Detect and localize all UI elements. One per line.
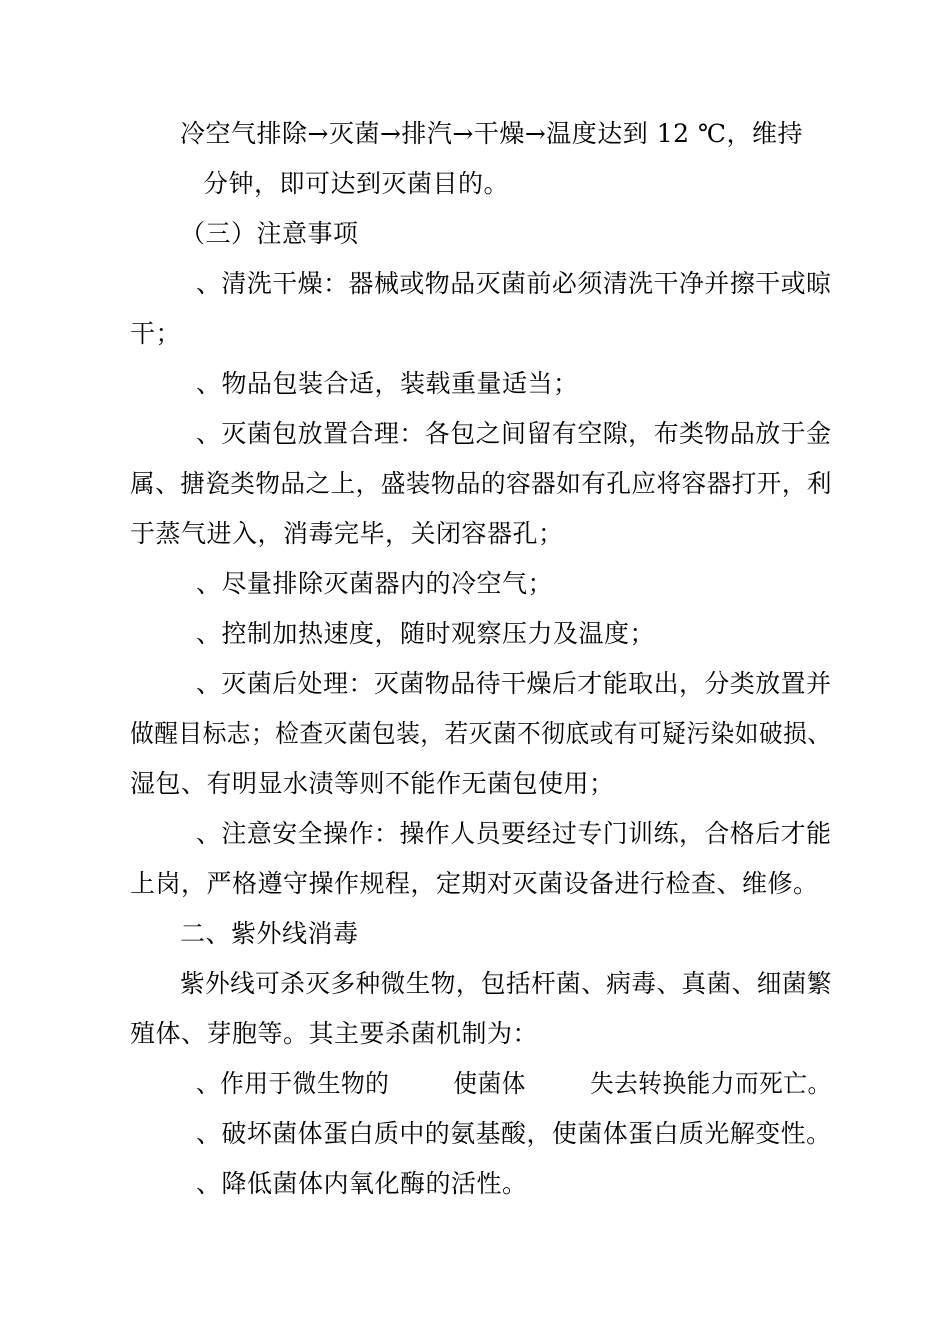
text-line-10: 、尽量排除灭菌器内的冷空气； [196,569,554,598]
text-line-22: 、降低菌体内氧化酶的活性。 [196,1169,528,1198]
text-line-9: 于蒸气进入，消毒完毕，关闭容器孔； [130,519,564,548]
text-line-12: 、灭菌后处理：灭菌物品待干燥后才能取出，分类放置并 [196,669,832,698]
text-line-13: 做醒目标志；检查灭菌包装，若灭菌不彻底或有可疑污染如破损、 [130,719,832,748]
text-line-4: 、清洗干燥：器械或物品灭菌前必须清洗干净并擦干或晾 [196,269,832,298]
text-line-2: 分钟，即可达到灭菌目的。 [203,169,510,198]
text-line-16: 上岗，严格遵守操作规程，定期对灭菌设备进行检查、维修。 [130,869,819,898]
text-line-19: 殖体、芽胞等。其主要杀菌机制为： [130,1019,539,1048]
text-line-1: 冷空气排除→灭菌→排汽→干燥→温度达到 12 ℃，维持 [180,119,803,148]
section-heading-uv: 二、紫外线消毒 [180,919,359,948]
text-line-8: 属、搪瓷类物品之上，盛装物品的容器如有孔应将容器打开，利 [130,469,833,498]
text-line-21: 、破坏菌体蛋白质中的氨基酸，使菌体蛋白质光解变性。 [196,1119,832,1148]
text-line-20: 、作用于微生物的 使菌体 失去转换能力而死亡。 [196,1069,832,1098]
section-heading-notes: （三）注意事项 [180,219,359,248]
text-line-5: 干； [130,319,182,348]
text-line-15: 、注意安全操作：操作人员要经过专门训练，合格后才能 [196,819,832,848]
text-line-7: 、灭菌包放置合理：各包之间留有空隙，布类物品放于金 [196,419,832,448]
text-line-11: 、控制加热速度，随时观察压力及温度； [196,619,656,648]
text-line-14: 湿包、有明显水渍等则不能作无菌包使用； [130,769,615,798]
text-line-18: 紫外线可杀灭多种微生物，包括杆菌、病毒、真菌、细菌繁 [180,969,833,998]
text-line-6: 、物品包装合适，装载重量适当； [196,369,579,398]
